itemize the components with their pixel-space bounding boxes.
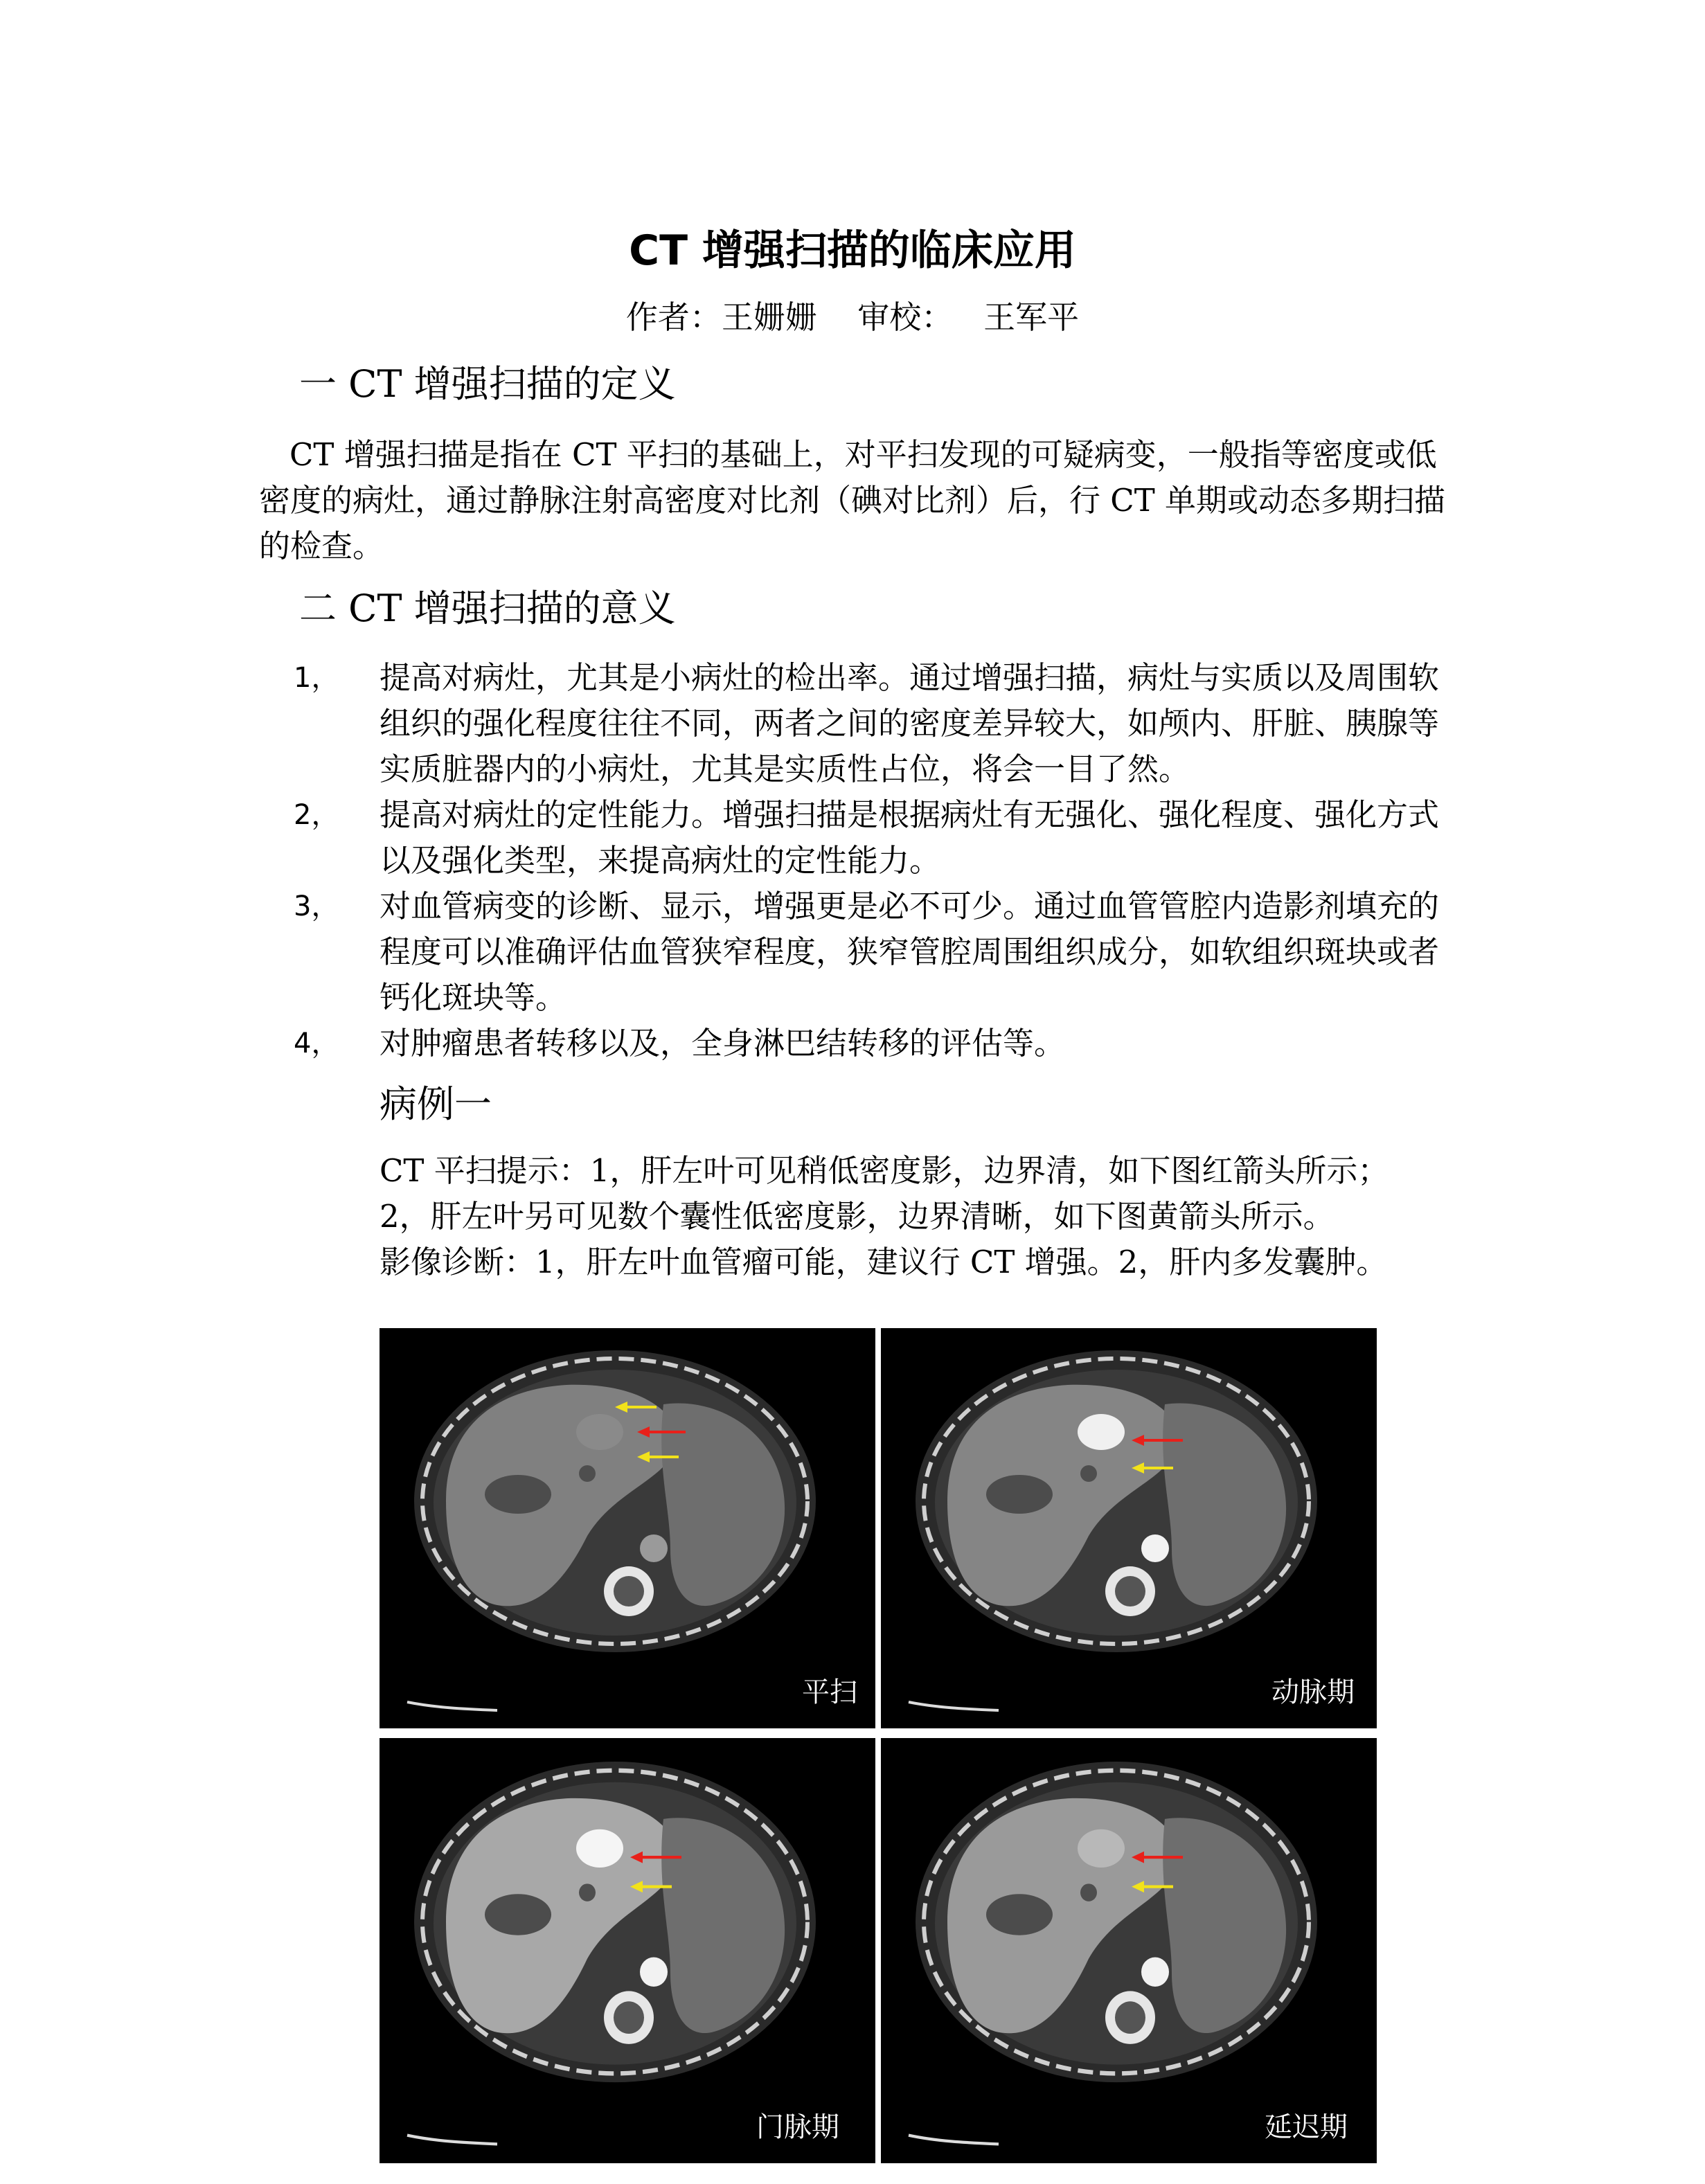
liver-lesion (576, 1829, 623, 1868)
list-item-text: 对肿瘤患者转移以及，全身淋巴结转移的评估等。 (380, 1025, 1066, 1062)
liver-lesion (1078, 1829, 1125, 1868)
case-line: 2，肝左叶另可见数个囊性低密度影，边界清晰，如下图黄箭头所示。 (380, 1198, 1334, 1235)
spinal-canal (614, 1576, 644, 1606)
liver-cyst (579, 1883, 596, 1901)
gallbladder (986, 1475, 1053, 1514)
list-item-text: 提高对病灶的定性能力。增强扫描是根据病灶有无强化、强化程度、强化方式以及强化类型，来提高病灶的定性能力。 (380, 796, 1440, 879)
ct-scan-image (380, 1328, 875, 1728)
section1-body: CT 增强扫描是指在 CT 平扫的基础上，对平扫发现的可疑病变，一般指等密度或低密度的病灶，通过静脉注射高密度对比剂（碘对比剂）后，行 CT 单期或动态多期扫描的检查。 (259, 436, 1446, 564)
scanner-table (407, 1702, 497, 1710)
author-line: 作者：王姗姗 审校： 王军平 (625, 298, 1080, 336)
section2-heading: 二 CT 增强扫描的意义 (299, 587, 676, 630)
liver-cyst (1080, 1465, 1097, 1482)
liver-cyst (1080, 1883, 1097, 1901)
scanner-table (909, 2136, 999, 2145)
list-item-number: 4， (294, 1028, 339, 1059)
ct-scan-image (881, 1328, 1377, 1728)
panel-label: 延迟期 (1265, 2111, 1348, 2143)
gallbladder (485, 1475, 551, 1514)
ct-image-grid (380, 1328, 1377, 2177)
panel-label: 平扫 (802, 1676, 857, 1708)
section1-heading: 一 CT 增强扫描的定义 (299, 362, 676, 406)
case-line: 影像诊断：1，肝左叶血管瘤可能，建议行 CT 增强。2，肝内多发囊肿。 (380, 1244, 1388, 1280)
liver-lesion (576, 1414, 623, 1450)
panel-label: 动脉期 (1271, 1676, 1355, 1708)
aorta (640, 1534, 668, 1562)
case-line: CT 平扫提示：1，肝左叶可见稍低密度影，边界清，如下图红箭头所示； (380, 1152, 1389, 1189)
liver-cyst (579, 1465, 596, 1482)
spinal-canal (1115, 1576, 1145, 1606)
page-title: CT 增强扫描的临床应用 (629, 226, 1076, 275)
panel-label: 门脉期 (756, 2111, 839, 2143)
aorta (640, 1958, 668, 1987)
ct-scan-image (380, 1738, 875, 2163)
scanner-table (407, 2136, 497, 2145)
list-item-text: 对血管病变的诊断、显示，增强更是必不可少。通过血管管腔内造影剂填充的程度可以准确评估血管狭窄程度，狭窄管腔周围组织成分，如软组织斑块或者钙化斑块等。 (380, 888, 1440, 1016)
gallbladder (485, 1894, 551, 1935)
list-item-number: 3， (294, 890, 339, 922)
list-item-text: 提高对病灶，尤其是小病灶的检出率。通过增强扫描，病灶与实质以及周围软组织的强化程度往往不同，两者之间的密度差异较大，如颅内、肝脏、胰腺等实质脏器内的小病灶，尤其是实质性占位，将会一目了然。 (380, 659, 1440, 787)
spinal-canal (614, 2001, 644, 2034)
case-heading: 病例一 (380, 1082, 492, 1126)
list-item-number: 2， (294, 799, 339, 831)
list-item-number: 1， (294, 662, 339, 694)
ct-panel-portal (380, 1738, 875, 2163)
spinal-canal (1115, 2001, 1145, 2034)
ct-panel-arterial (881, 1328, 1377, 1728)
ct-panel-plain (380, 1328, 875, 1728)
ct-panel-delayed (881, 1738, 1377, 2163)
aorta (1141, 1534, 1169, 1562)
aorta (1141, 1958, 1169, 1987)
gallbladder (986, 1894, 1053, 1935)
ct-scan-image (881, 1738, 1377, 2163)
liver-lesion (1078, 1414, 1125, 1450)
scanner-table (909, 1702, 999, 1710)
